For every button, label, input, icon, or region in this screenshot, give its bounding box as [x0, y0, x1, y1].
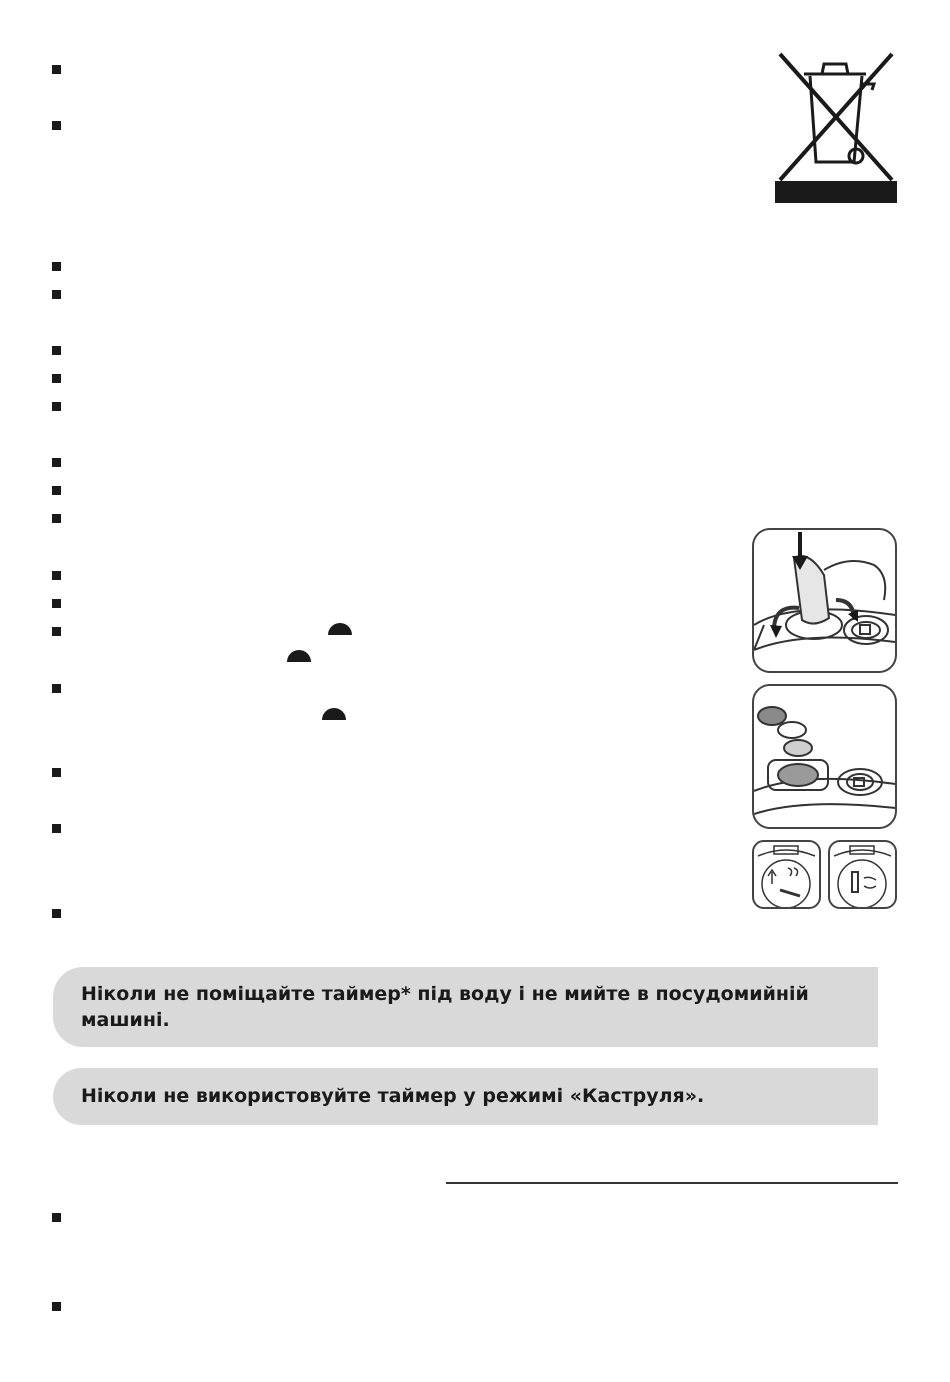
bullet-marker: [52, 1213, 61, 1222]
bullet-marker: [52, 346, 61, 355]
bullet-marker: [52, 1302, 61, 1311]
bullet-marker: [52, 121, 61, 130]
illustration-cover-closed-position: [828, 840, 897, 909]
illustration-open-battery-cover: [752, 528, 897, 673]
bullet-marker: [52, 627, 61, 636]
warning-text-dishwasher: Ніколи не поміщайте таймер* під воду і не мийте в посудомийній машині.: [81, 983, 809, 1031]
bullet-marker: [52, 909, 61, 918]
bullet-marker: [52, 684, 61, 693]
half-circle-marker-icon: [328, 623, 352, 635]
half-circle-marker-icon: [322, 708, 346, 720]
bullet-marker: [52, 571, 61, 580]
bullet-marker: [52, 458, 61, 467]
bullet-marker: [52, 262, 61, 271]
bullet-marker: [52, 824, 61, 833]
illustration-battery-and-seal: [752, 684, 897, 829]
warning-box-saucepan-mode: [53, 1068, 878, 1125]
bullet-marker: [52, 514, 61, 523]
warning-text-saucepan-mode: Ніколи не використовуйте таймер у режимі «Каструля».: [81, 1085, 705, 1107]
bullet-marker: [52, 290, 61, 299]
bullet-marker: [52, 486, 61, 495]
bullet-marker: [52, 599, 61, 608]
section-divider: [446, 1182, 898, 1184]
crossed-out-bin-icon: [774, 50, 898, 205]
half-circle-marker-icon: [287, 650, 311, 662]
bullet-marker: [52, 402, 61, 411]
warning-box-dishwasher: [53, 967, 878, 1047]
bullet-marker: [52, 374, 61, 383]
illustration-cover-open-position: [752, 840, 821, 909]
bullet-marker: [52, 65, 61, 74]
bullet-marker: [52, 768, 61, 777]
